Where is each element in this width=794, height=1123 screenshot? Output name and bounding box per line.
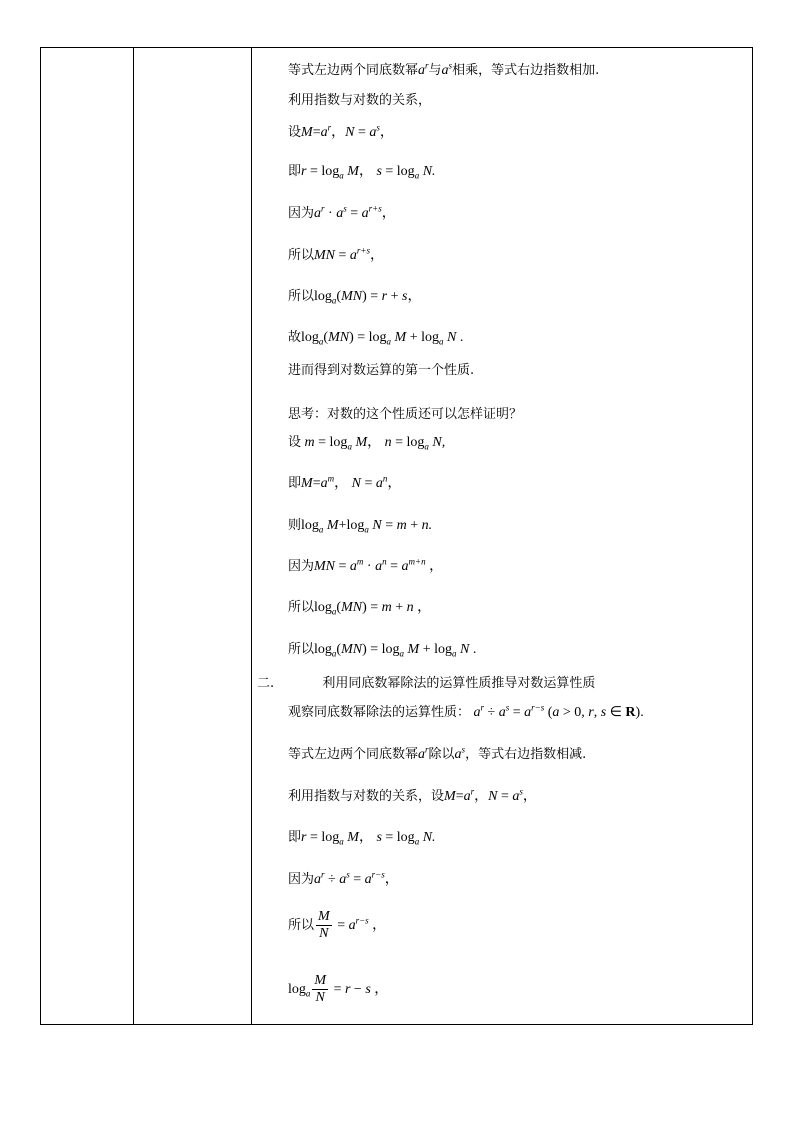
text-line-12: 即$M=a^m$， $N = a^n$， (288, 473, 402, 491)
text-line-14: 因为MN = $a^m \cdot a^n = a^{m+n}$ ， (288, 556, 444, 574)
text-line-5: 因为$a^r \cdot a^s = a^{r+s}$， (288, 203, 396, 221)
text-line-17: 观察同底数幂除法的运算性质： $a^r \div a^s = a^{r-s}$ (a > 0, r, s ∈ R). (288, 702, 644, 720)
fraction-m-over-n: $\frac{M}{N}$ (318, 909, 330, 941)
text-line-11: 设 $m = \log_a M$， $n = \log_a N$, (288, 435, 446, 452)
text-line-2: 利用指数与对数的关系， (288, 93, 432, 108)
text-line-19: 利用指数与对数的关系，设$M=a^r$，$N = a^s$， (288, 786, 537, 804)
text-line-18: 等式左边两个同底数幂$a^r$除以$a^s$，等式右边指数相减. (288, 744, 587, 762)
text-line-6: 所以MN = $a^{r+s}$， (288, 245, 384, 263)
column-divider-1 (133, 47, 134, 1025)
text-line-15: 所以$\log_a(MN) = m + n$ ， (288, 600, 432, 617)
text-line-10: 思考：对数的这个性质还可以怎样证明？ (288, 407, 523, 422)
text-line-9: 进而得到对数运算的第一个性质. (288, 363, 475, 378)
fraction-m-over-n-2: $\frac{M}{N}$ (314, 973, 327, 1005)
text-line-4: 即$r = \log_a M$， $s = \log_a N$. (288, 164, 436, 181)
text-line-8: 故$\log_a(MN) = \log_a M + \log_a N$ . (288, 330, 464, 347)
text-line-23: $\log_a$ $\frac{M}{N}$ = r − s ， (288, 973, 389, 1005)
text-line-3: 设$M=a^r$，$N = a^s$， (288, 122, 394, 140)
text-line-22: 所以 $\frac{M}{N}$ = $a^{r-s}$ ， (288, 909, 387, 941)
section-number: 二. (257, 676, 275, 691)
text-line-21: 因为$a^r \div a^s = a^{r-s}$， (288, 869, 399, 887)
text-line-16: 所以$\log_a(MN) = \log_a M + \log_a N$ . (288, 642, 477, 659)
text-line-7: 所以$\log_a(MN) = r + s$， (288, 289, 422, 306)
text-line-20: 即$r = \log_a M$， $s = \log_a N$. (288, 830, 436, 847)
section-heading (257, 675, 595, 693)
text-line-13: 则$\log_a M+\log_a$ N = m + n. (288, 518, 433, 535)
text-line-1: 等式左边两个同底数幂$a^r$与$a^s$相乘，等式右边指数相加. (288, 60, 600, 78)
content-cell (252, 47, 752, 1025)
section-title: 利用同底数幂除法的运算性质推导对数运算性质 (322, 676, 596, 691)
